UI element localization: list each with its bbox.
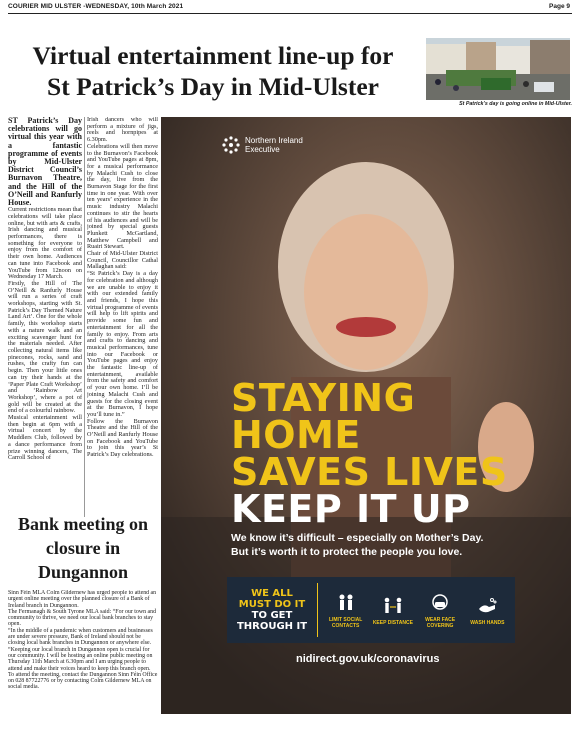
band-line-3: TO GET (251, 610, 293, 621)
guidance-item (417, 592, 463, 629)
article-column-2 (87, 117, 158, 537)
bank-paragraph: “In the middle of a pandemic when customers and businesses are under severe pressure, Bank of Ireland should not be closing local bank branches in Dungannon or anywhere else. (8, 627, 153, 647)
article-column-1 (8, 117, 82, 547)
slogan-line-4: KEEP IT UP (231, 487, 471, 531)
advert-url: nidirect.gov.uk/coronavirus (296, 653, 440, 665)
guidance-label: KEEP DISTANCE (372, 619, 413, 626)
distance-icon (382, 595, 404, 617)
logo-text-line1: Northern Ireland (245, 136, 303, 145)
header-rule (8, 13, 572, 14)
band-line-4: THROUGH IT (236, 621, 308, 632)
headline-line-2: St Patrick’s Day in Mid-Ulster (47, 72, 379, 101)
people-icon (335, 592, 357, 614)
subtext-line-1: We know it’s difficult – especially on Mother’s Day. (231, 532, 484, 544)
bank-paragraph: “Keeping our local branch in Dungannon open is crucial for our community. I will be hosting an online public meeting on Thursday 11th March at 6.30pm and I am urging people to attend and make their voices heard to keep this branch open. (8, 646, 153, 672)
guidance-label: LIMIT SOCIAL CONTACTS (328, 616, 363, 629)
photo-caption: St Patrick’s day is going online in Mid-Ulster. (459, 101, 572, 107)
article-paragraph: Irish dancers who will perform a mixture of jigs, reels and hornpipes at 6.30pm. (87, 117, 158, 144)
column-divider (84, 117, 85, 517)
band-line-1: WE ALL (251, 588, 293, 599)
bank-paragraph: Sinn Féin MLA Colm Gildernew has urged people to attend an urgent online meeting over the planned closure of a Bank of Ireland branch in Dungannon. (8, 590, 157, 609)
page-headline (8, 40, 418, 102)
subtext-line-2: But it’s worth it to protect the people you love. (231, 546, 463, 558)
article-paragraph: Firstly, the Hill of The O’Neill & Ranfurly House will run a series of craft workshops, starting with St. Patrick’s Day Themed Nature Land Art’. One for the whole family, this workshop starts with a nature walk and an exciting scavenger hunt for the materials needed. After collecting natural items like pinecones, rocks, sand and rushes, the crafty fun can begin. Then your little ones can try their hands at the ‘Paper Plate Craft Workshop’ and ‘Rainbow Art Workshop’, where a pot of gold will be created at the end of a colourful rainbow. (8, 279, 82, 415)
ni-executive-logo (221, 135, 303, 155)
slogan-line-1: STAYING (231, 376, 416, 420)
slogan-line-2: HOME (231, 413, 361, 457)
article-paragraph: Musical entertainment will then begin at 6pm with a virtual concert by the Muddlers Club, followed by a dance performance from prize winning dancers, The Carroll School of (8, 414, 82, 462)
bank-paragraph: The Fermanagh & South Tyrone MLA said: “For our town and community to thrive, we need our local bank branches to stay open. (8, 608, 157, 628)
bank-article (8, 590, 158, 710)
article-paragraph: Celebrations will then move to the Burnavon’s Facebook and YouTube pages at 8pm, for a musical performance by Malachi Cush to close the day, live from the Burnavon Stage for the first time in one year. With over ten years’ experience in the music industry Malachi continues to stir the hearts of his audiences and will be joined by special guests Plunkett McGartland, Matthew Campbell and Ruairi Stewart. (87, 142, 158, 251)
face-covering-icon (429, 592, 451, 614)
article-lead: ST Patrick’s Day celebrations will go virtual this year with a fantastic programme of events by Mid-Ulster District Council’s Burnavon Theatre, and the Hill of the O’Neill and Ranfurly House. (8, 117, 82, 208)
parade-photo (426, 38, 570, 100)
guidance-item (323, 592, 369, 629)
slogan-line-3: SAVES LIVES (231, 450, 508, 494)
bank-paragraph: To attend the meeting, contact the Dungannon Sinn Féin Office on 028 87722776 or by contacting Colm Gildernew MLA on social media. (8, 671, 158, 691)
guidance-label: WEAR FACE COVERING (425, 616, 456, 629)
article-paragraph: “St Patrick’s Day is a day for celebration and although we are unable to enjoy it with our extended family and friends, I hope this virtual programme of events will help to lift spirits and provide some fun and entertainment for all the family to enjoy. From arts and crafts to dancing and musical performances, tune into our Facebook or YouTube pages and enjoy the fantastic line-up of entertainment, available from the safety and comfort of your own home. I’ll be joining Malachi Cush and guests for the closing event at the Burnavon, I hope you’ll tune in.” (87, 270, 158, 418)
article-paragraph: Current restrictions mean that celebrations will take place online, but with arts & crafts, Irish dancing and musical performances, there is something for everyone to enjoy from the comfort of their own home. Audiences can tune into Facebook and YouTube from 12noon on Wednesday 17 March. (8, 206, 82, 281)
logo-text-line2: Executive (245, 145, 280, 154)
headline-line-1: Virtual entertainment line-up for (32, 41, 394, 70)
advert-subtext (231, 531, 483, 559)
guidance-item (370, 595, 416, 626)
page-number: Page 9 (549, 3, 570, 10)
bank-headline: Bank meeting on closure in Dungannon (17, 514, 149, 582)
crest-icon (221, 135, 241, 155)
advert-slogan (231, 376, 508, 531)
guidance-band (227, 577, 515, 643)
guidance-label: WASH HANDS (470, 619, 505, 626)
guidance-icons (318, 577, 515, 643)
article-paragraph: Follow the Burnavon Theatre and the Hill of the O’Neill and Ranfurly House on Facebook and YouTube to join this year’s St Patrick’s Day celebrations. (87, 417, 158, 459)
covid-advert (161, 117, 571, 714)
band-line-2: MUST DO IT (238, 599, 306, 610)
guidance-item (464, 595, 510, 626)
wash-hands-icon (476, 595, 498, 617)
article-paragraph: Chair of Mid-Ulster District Council, Councillor Cathal Mallaghan said: (87, 250, 158, 271)
masthead: COURIER MID ULSTER -WEDNESDAY, 10th March 2021 (8, 3, 184, 10)
band-message (227, 577, 317, 643)
